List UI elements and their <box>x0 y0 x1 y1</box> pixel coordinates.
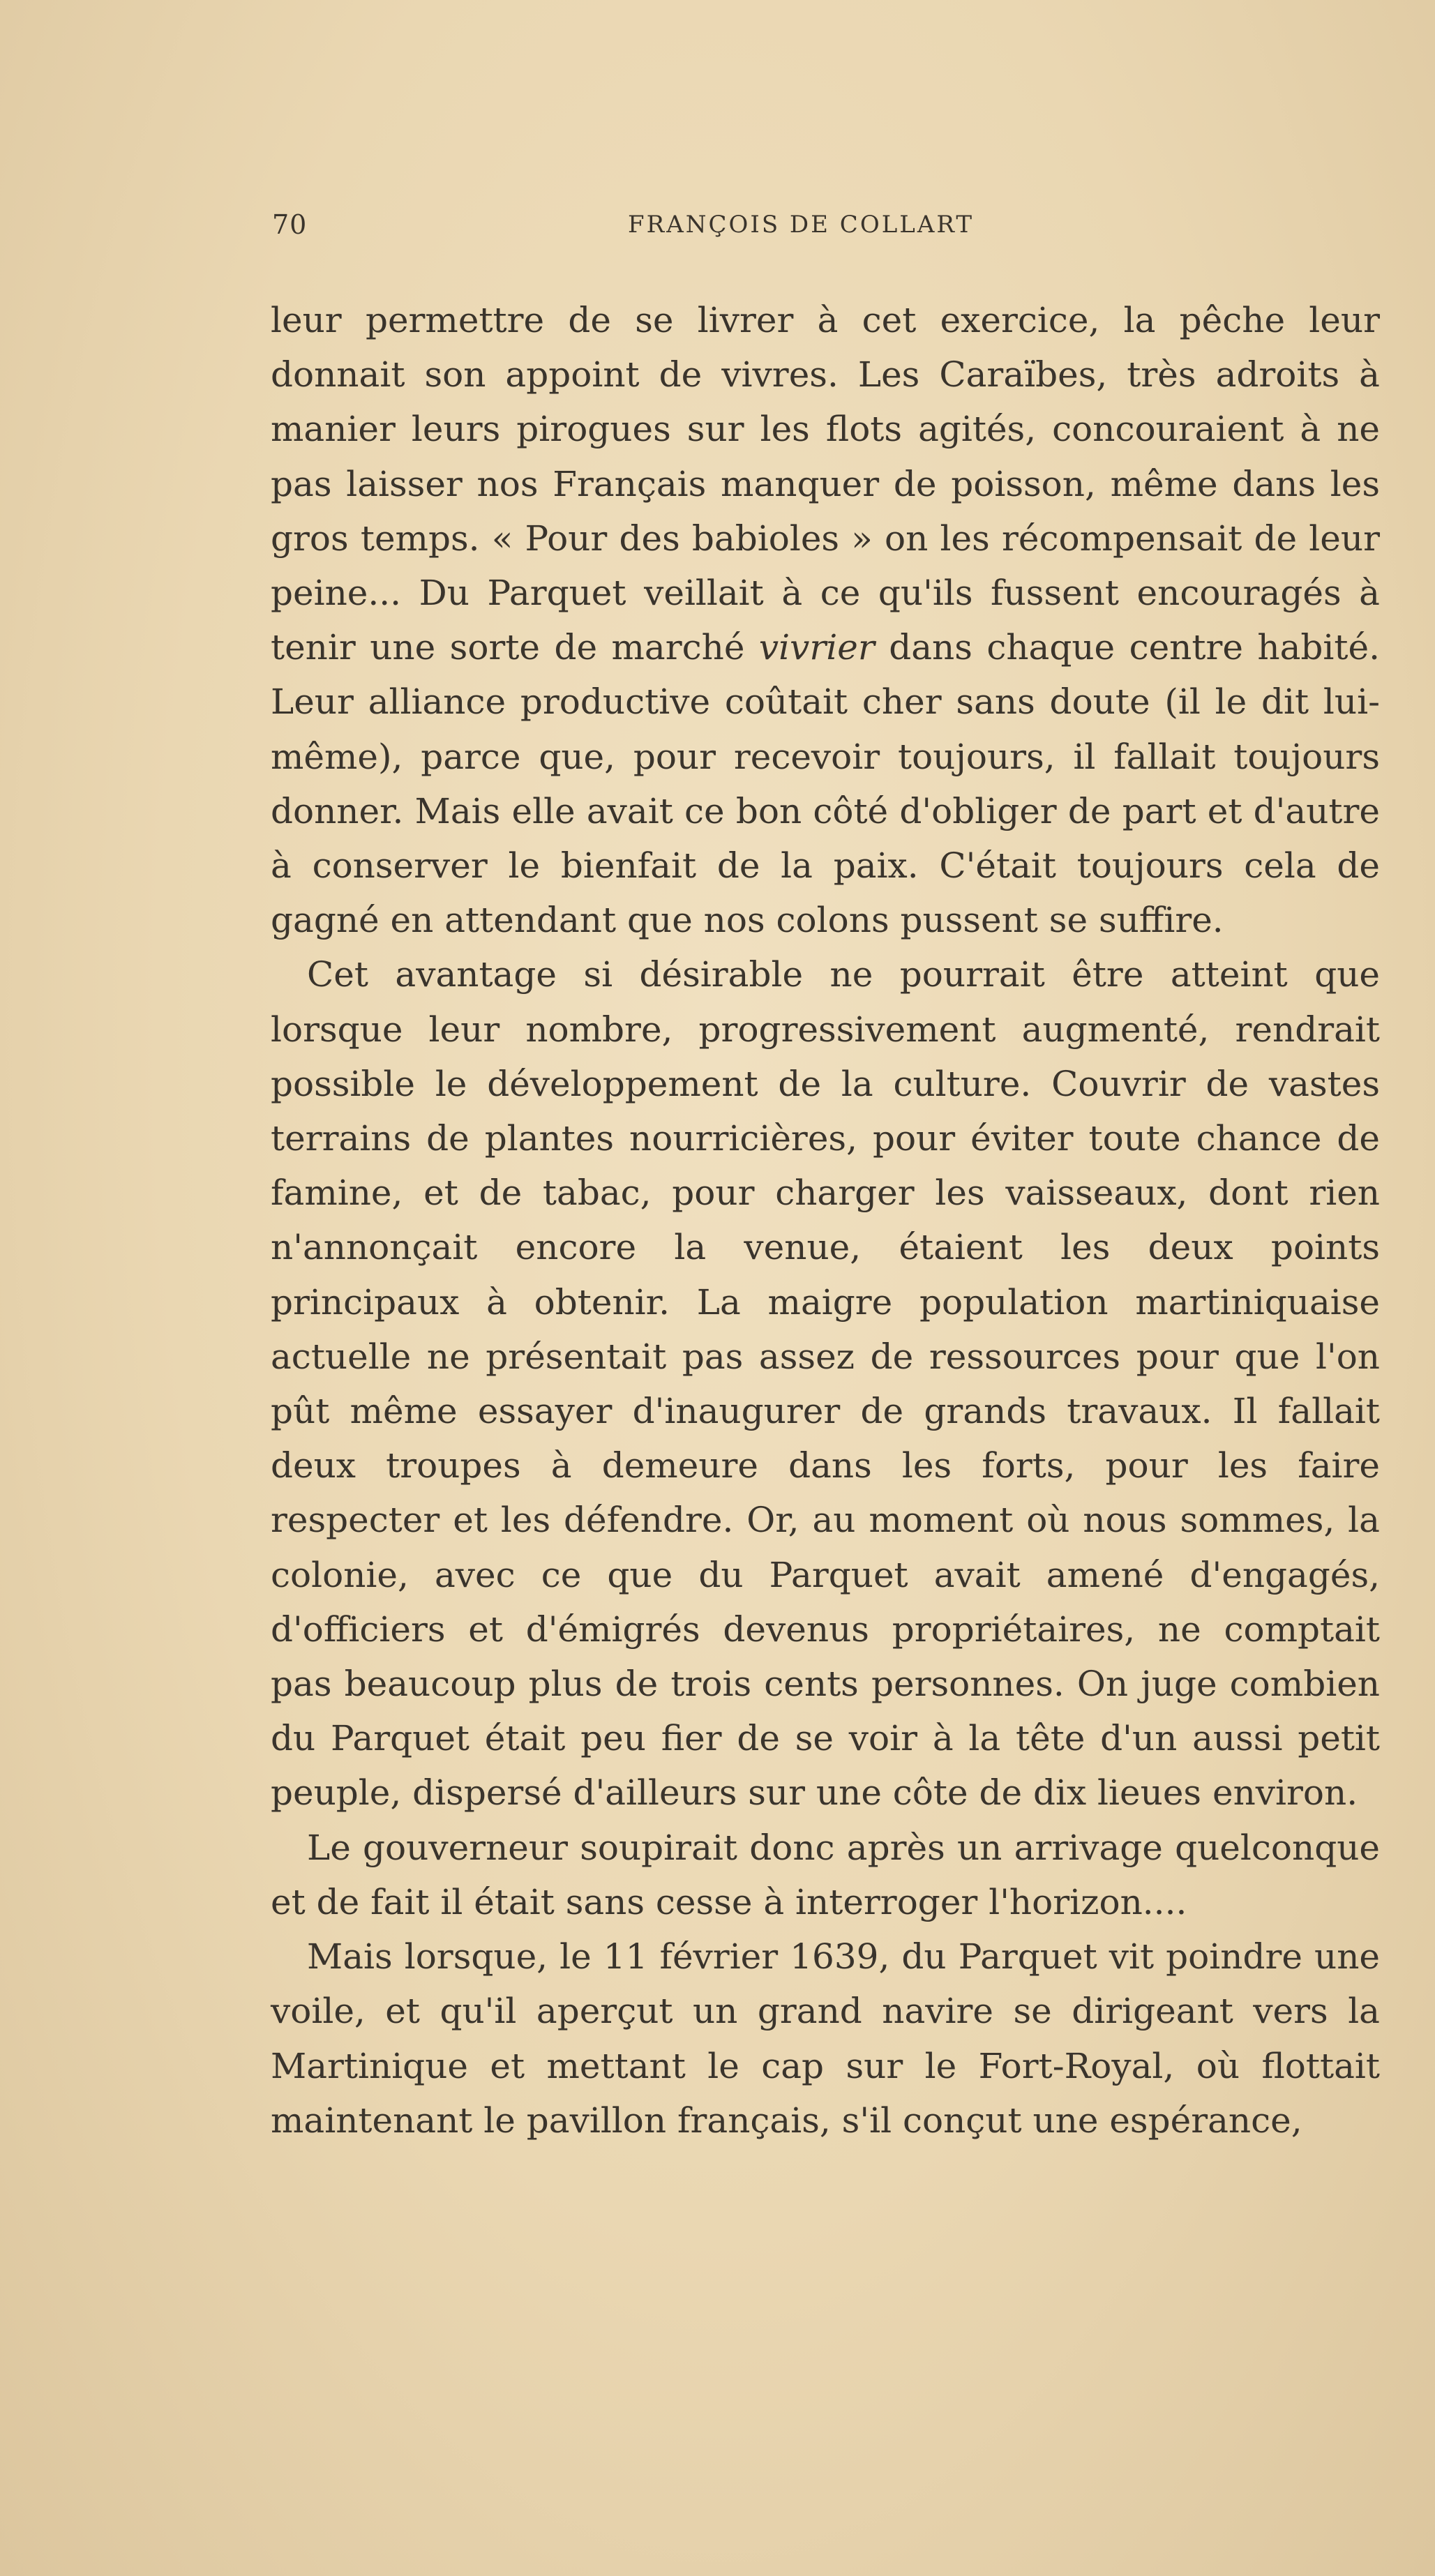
paragraph-1-before: leur permettre de se livrer à cet exercice, la pêche leur donnait son appoint de vivres. Les Caraïbes, très adroits à manier leurs pirogues sur les flots agités, concouraient à ne pas laisser nos Français manquer de poisson, même dans les gros temps. « Pour des babioles » on les récompensait de leur peine... Du Parquet veillait à ce qu'ils fussent encouragés à tenir une sorte de marché <box>271 300 1380 668</box>
paragraph-2: Cet avantage si désirable ne pourrait être atteint que lorsque leur nombre, progressivement augmenté, rendrait possible le développement de la culture. Couvrir de vastes terrains de plantes nourricières, pour éviter toute chance de famine, et de tabac, pour charger les vaisseaux, dont rien n'annonçait encore la venue, étaient les deux points principaux à obtenir. La maigre population martiniquaise actuelle ne présentait pas assez de ressources pour que l'on pût même essayer d'inaugurer de grands travaux. Il fallait deux troupes à demeure dans les forts, pour les faire respecter et les défendre. Or, au moment où nous sommes, la colonie, avec ce que du Parquet avait amené d'engagés, d'officiers et d'émigrés devenus propriétaires, ne comptait pas beaucoup plus de trois cents personnes. On juge combien du Parquet était peu fier de se voir à la tête d'un aussi petit peuple, dispersé d'ailleurs sur une côte de dix lieues environ. <box>271 954 1380 1814</box>
page-number: 70 <box>272 209 308 240</box>
paragraph-1-after: dans chaque centre habité. Leur alliance productive coûtait cher sans doute (il le dit lui-même), parce que, pour recevoir toujours, il fallait toujours donner. Mais elle avait ce bon côté d'obliger de part et d'autre à conserver le bienfait de la paix. C'était toujours cela de gagné en attendant que nos colons pussent se suffire. <box>271 627 1380 941</box>
paragraph-3: Le gouverneur soupirait donc après un arrivage quelconque et de fait il était sans cesse à interroger l'horizon.... <box>271 1827 1380 1922</box>
body-text <box>271 293 1380 2148</box>
paragraph-4: Mais lorsque, le 11 février 1639, du Parquet vit poindre une voile, et qu'il aperçut un grand navire se dirigeant vers la Martinique et mettant le cap sur le Fort-Royal, où flottait maintenant le pavillon français, s'il conçut une espérance, <box>271 1936 1380 2141</box>
page-header <box>272 209 1374 251</box>
paragraph-1 <box>271 293 1380 947</box>
running-head: FRANÇOIS DE COLLART <box>628 211 975 239</box>
italic-word: vivrier <box>758 627 875 668</box>
